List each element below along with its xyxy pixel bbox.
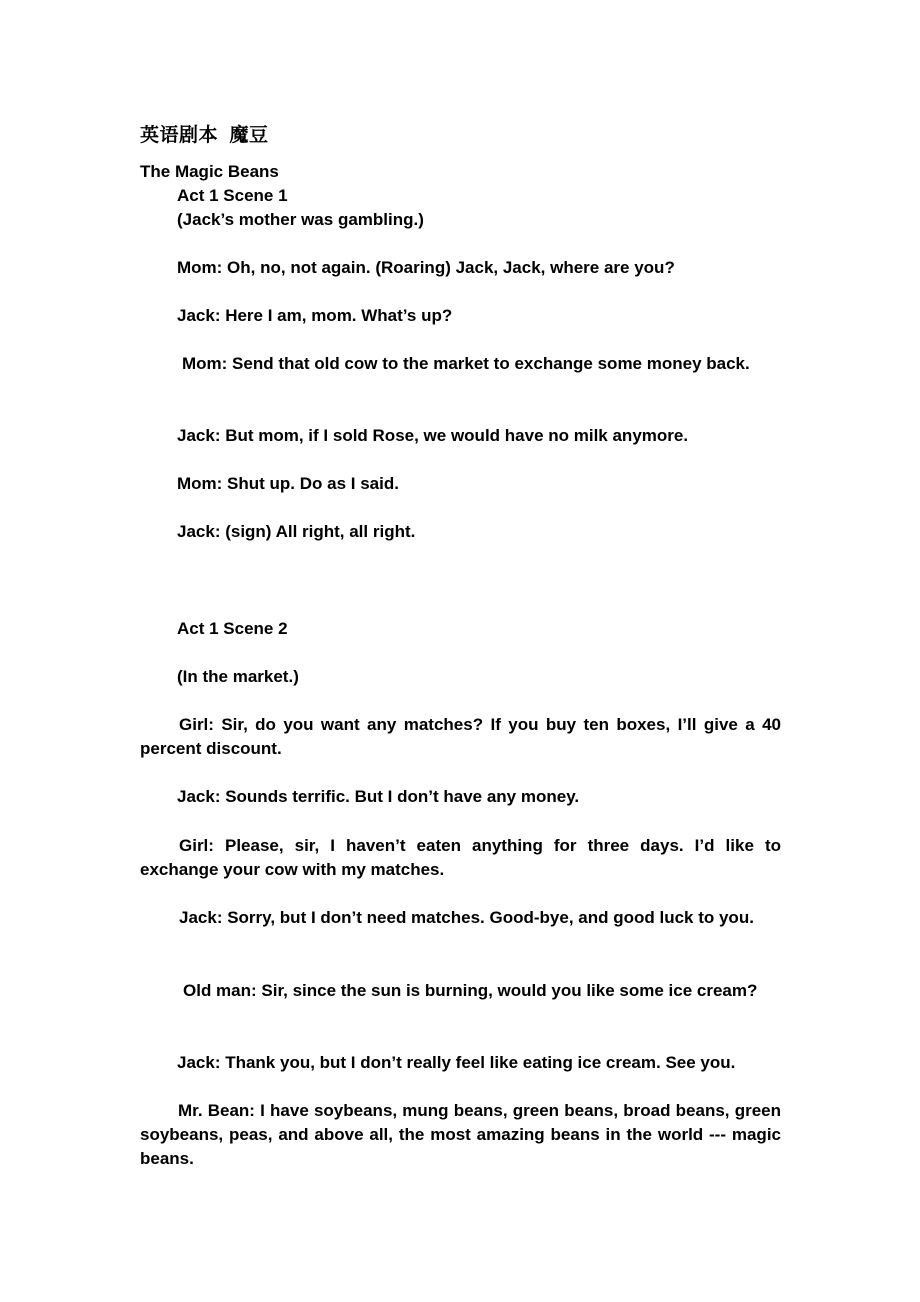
- dialogue-line: Jack: Here I am, mom. What’s up?: [177, 306, 453, 325]
- dialogue-line: Mom: Send that old cow to the market to exchange some money back.: [182, 354, 750, 373]
- play-title: The Magic Beans: [140, 162, 279, 181]
- dialogue-line: Mom: Shut up. Do as I said.: [177, 474, 399, 493]
- scene-heading: Act 1 Scene 2: [177, 619, 288, 638]
- dialogue-line: Jack: Thank you, but I don’t really feel like eating ice cream. See you.: [177, 1053, 736, 1072]
- scene-heading: Act 1 Scene 1: [177, 186, 288, 205]
- dialogue-line: Mr. Bean: I have soybeans, mung beans, green beans, broad beans, green soybeans, peas, and above all, the most amazing beans in the world --- magic beans.: [140, 1101, 781, 1168]
- dialogue-line: Jack: Sorry, but I don’t need matches. Good-bye, and good luck to you.: [179, 908, 754, 927]
- dialogue-line: Mom: Oh, no, not again. (Roaring) Jack, Jack, where are you?: [177, 258, 675, 277]
- document-title: 英语剧本 魔豆: [140, 125, 269, 146]
- dialogue-line: Jack: But mom, if I sold Rose, we would have no milk anymore.: [177, 426, 689, 445]
- dialogue-line: Jack: Sounds terrific. But I don’t have any money.: [177, 787, 580, 806]
- dialogue-line: Girl: Sir, do you want any matches? If you buy ten boxes, I’ll give a 40 percent discount.: [140, 715, 781, 758]
- dialogue-line: Old man: Sir, since the sun is burning, would you like some ice cream?: [183, 981, 758, 1000]
- stage-direction: (In the market.): [177, 667, 299, 686]
- dialogue-line: Jack: (sign) All right, all right.: [177, 522, 416, 541]
- dialogue-line: Girl: Please, sir, I haven’t eaten anything for three days. I’d like to exchange your cow with my matches.: [140, 836, 781, 879]
- stage-direction: (Jack’s mother was gambling.): [177, 210, 424, 229]
